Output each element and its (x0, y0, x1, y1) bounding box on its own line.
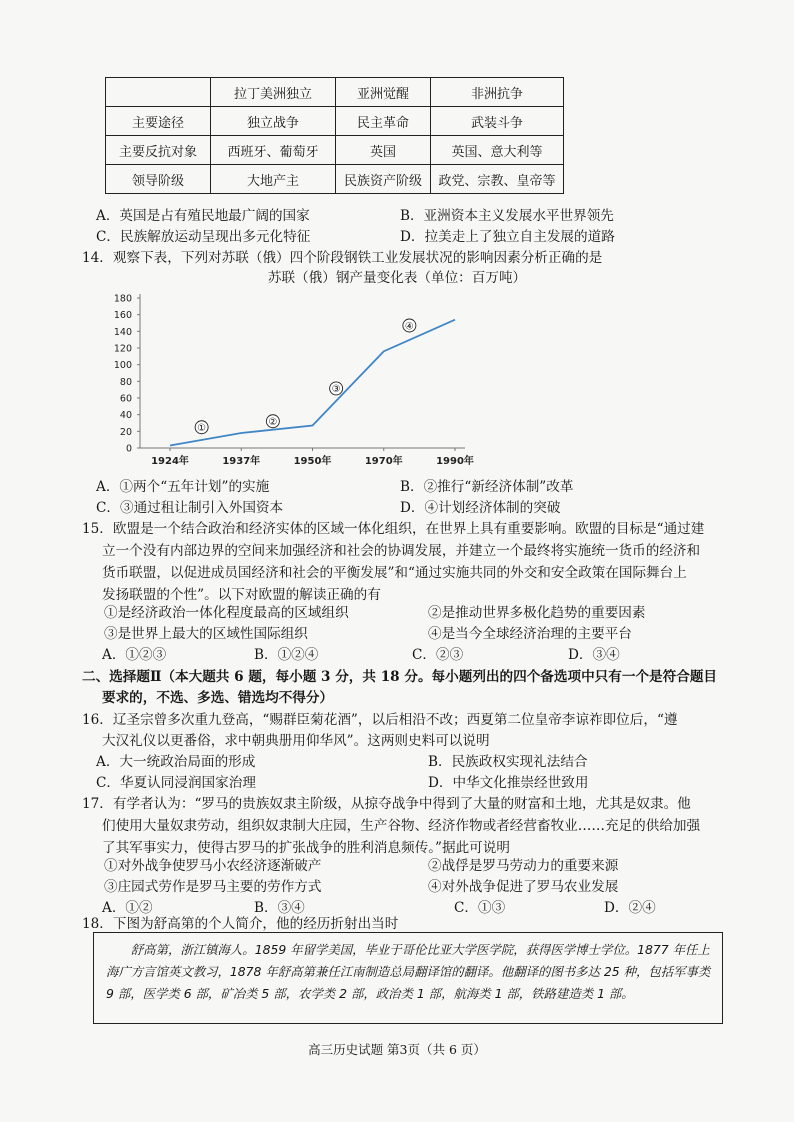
y-tick-label: 160 (113, 310, 132, 322)
q16-option-d[interactable]: D．中华文化推崇经世致用 (428, 775, 589, 791)
table-header-cell: 非洲抗争 (431, 78, 564, 107)
q15-stem-line: 15．欧盟是一个结合政治和经济实体的区域一体化组织，在世界上具有重要影响。欧盟的目标是“通过建 (82, 521, 705, 537)
y-tick-label: 20 (119, 426, 132, 438)
q17-item: ②战俘是罗马劳动力的重要来源 (428, 858, 619, 874)
q16-stem-line: 16．辽圣宗曾多次重九登高，“赐群臣菊花酒”，以后相沿不改；西夏第二位皇帝李谅祚即位后，“遵 (82, 712, 678, 728)
table-header-cell: 拉丁美洲独立 (211, 78, 336, 107)
x-tick-label: 1990年 (436, 456, 474, 467)
q17-stem-line: 17．有学者认为：“罗马的贵族奴隶主阶级，从掠夺战争中得到了大量的财富和土地，尤其是奴隶。他 (82, 796, 691, 812)
q16-stem-line: 大汉礼仪以更番俗，求中朝典册用仰华风”。这两则史料可以说明 (102, 733, 490, 749)
x-tick-label: 1950年 (293, 456, 332, 467)
table-cell: 主要途径 (106, 107, 211, 136)
table-row (106, 107, 564, 136)
q15-option-b[interactable]: B．①②④ (254, 647, 319, 663)
table-header-cell (106, 78, 211, 107)
q17-stem-line: 们使用大量奴隶劳动，组织奴隶制大庄园，生产谷物、经济作物或者经营畜牧业……充足的供给加强 (102, 818, 701, 834)
q17-stem-line: 了其军事实力，使得古罗马的扩张战争的胜利消息频传。”据此可说明 (102, 840, 510, 856)
table-cell: 英国 (336, 136, 431, 165)
y-tick-label: 140 (113, 326, 132, 338)
q15-item: ①是经济政治一体化程度最高的区域组织 (104, 605, 349, 621)
q14-stem: 14．观察下表，下列对苏联（俄）四个阶段钢铁工业发展状况的影响因素分析正确的是 (82, 250, 603, 266)
q13-option-a[interactable]: A．英国是占有殖民地最广阔的国家 (96, 208, 310, 224)
q17-item: ③庄园式劳作是罗马主要的劳作方式 (104, 879, 322, 895)
x-tick-label: 1970年 (364, 456, 403, 467)
q16-option-b[interactable]: B．民族政权实现礼法结合 (428, 754, 588, 770)
segment-label: ② (268, 417, 278, 429)
y-tick-label: 40 (119, 410, 132, 422)
table-header-cell: 亚洲觉醒 (336, 78, 431, 107)
y-tick-label: 80 (119, 376, 132, 388)
table-cell: 政党、宗教、皇帝等 (431, 165, 564, 194)
q17-option-c[interactable]: C．①③ (454, 900, 506, 916)
x-tick-label: 1937年 (222, 456, 261, 467)
q14-option-d[interactable]: D．④计划经济体制的突破 (400, 500, 561, 516)
q16-option-a[interactable]: A．大一统政治局面的形成 (96, 754, 256, 770)
q13-option-c[interactable]: C．民族解放运动呈现出多元化特征 (96, 229, 311, 245)
y-tick-label: 180 (113, 293, 132, 305)
page-footer: 高三历史试题 第3页（共 6 页） (308, 1042, 486, 1057)
q15-item: ③是世界上最大的区域性国际组织 (104, 626, 308, 642)
q14-option-b[interactable]: B．②推行“新经济体制”改革 (400, 479, 574, 495)
y-tick-label: 60 (119, 393, 132, 405)
table-cell: 西班牙、葡萄牙 (211, 136, 336, 165)
table-cell: 领导阶级 (106, 165, 211, 194)
segment-label: ① (197, 423, 207, 435)
q14-option-c[interactable]: C．③通过租让制引入外国资本 (96, 500, 284, 516)
table-cell: 武装斗争 (431, 107, 564, 136)
section2-heading: 二、选择题Ⅱ（本大题共 6 题，每小题 3 分，共 18 分。每小题列出的四个备选项中只有一个是符合题目 (82, 669, 718, 685)
q15-option-d[interactable]: D．③④ (568, 647, 620, 663)
y-tick-label: 0 (125, 443, 132, 455)
biography-box: 舒高第，浙江镇海人。1859 年留学美国，毕业于哥伦比亚大学医学院，获得医学博士学位。1877 年任上海广方言馆英文教习，1878 年舒高第兼任江南制造总局翻译馆的翻译。他翻译的图书多达 25 种，包括军事类 9 部，医学类 6 部，矿冶类 5 部，农学类 2 部，政治类 1 部，航海类 1 部，铁路建造类 1 部。 (93, 932, 723, 1024)
q17-option-d[interactable]: D．②④ (604, 900, 656, 916)
steel-output-chart (100, 290, 480, 475)
chart-title: 苏联（俄）钢产量变化表（单位：百万吨） (267, 270, 527, 286)
q15-stem-line: 货币联盟，以促进成员国经济和社会的平衡发展”和“通过实施共同的外交和安全政策在国际舞台上 (102, 565, 687, 581)
table-header-row (106, 78, 564, 107)
table-cell: 民族资产阶级 (336, 165, 431, 194)
q17-item: ④对外战争促进了罗马农业发展 (428, 879, 619, 895)
table-cell: 主要反抗对象 (106, 136, 211, 165)
q15-option-c[interactable]: C．②③ (412, 647, 464, 663)
x-tick-label: 1924年 (151, 456, 189, 467)
table-cell: 大地产主 (211, 165, 336, 194)
q15-stem-line: 立一个没有内部边界的空间来加强经济和社会的协调发展，并建立一个最终将实施统一货币的经济和 (102, 543, 701, 559)
q16-option-c[interactable]: C．华夏认同浸润国家治理 (96, 775, 256, 791)
segment-label: ③ (331, 384, 341, 396)
q15-option-a[interactable]: A．①②③ (102, 647, 167, 663)
q15-item: ④是当今全球经济治理的主要平台 (428, 626, 632, 642)
segment-label: ④ (404, 321, 414, 333)
table-cell: 英国、意大利等 (431, 136, 564, 165)
table-row (106, 165, 564, 194)
q14-option-a[interactable]: A．①两个“五年计划”的实施 (96, 479, 270, 495)
q13-option-b[interactable]: B．亚洲资本主义发展水平世界领先 (400, 208, 614, 224)
q18-stem: 18．下图为舒高第的个人简介，他的经历折射出当时 (82, 916, 399, 932)
q17-option-b[interactable]: B．③④ (254, 900, 305, 916)
table-cell: 独立战争 (211, 107, 336, 136)
q13-option-d[interactable]: D．拉美走上了独立自主发展的道路 (400, 229, 615, 245)
y-tick-label: 100 (113, 360, 132, 372)
q17-option-a[interactable]: A．①② (102, 900, 153, 916)
section2-heading: 要求的，不选、多选、错选均不得分） (102, 690, 334, 706)
table-row (106, 136, 564, 165)
q15-item: ②是推动世界多极化趋势的重要因素 (428, 605, 646, 621)
table-cell: 民主革命 (336, 107, 431, 136)
y-tick-label: 120 (113, 343, 132, 355)
q17-item: ①对外战争使罗马小农经济逐渐破产 (104, 858, 322, 874)
comparison-table (105, 77, 564, 194)
series-line (170, 320, 455, 446)
q15-stem-line: 发扬联盟的个性”。以下对欧盟的解读正确的有 (102, 587, 381, 603)
